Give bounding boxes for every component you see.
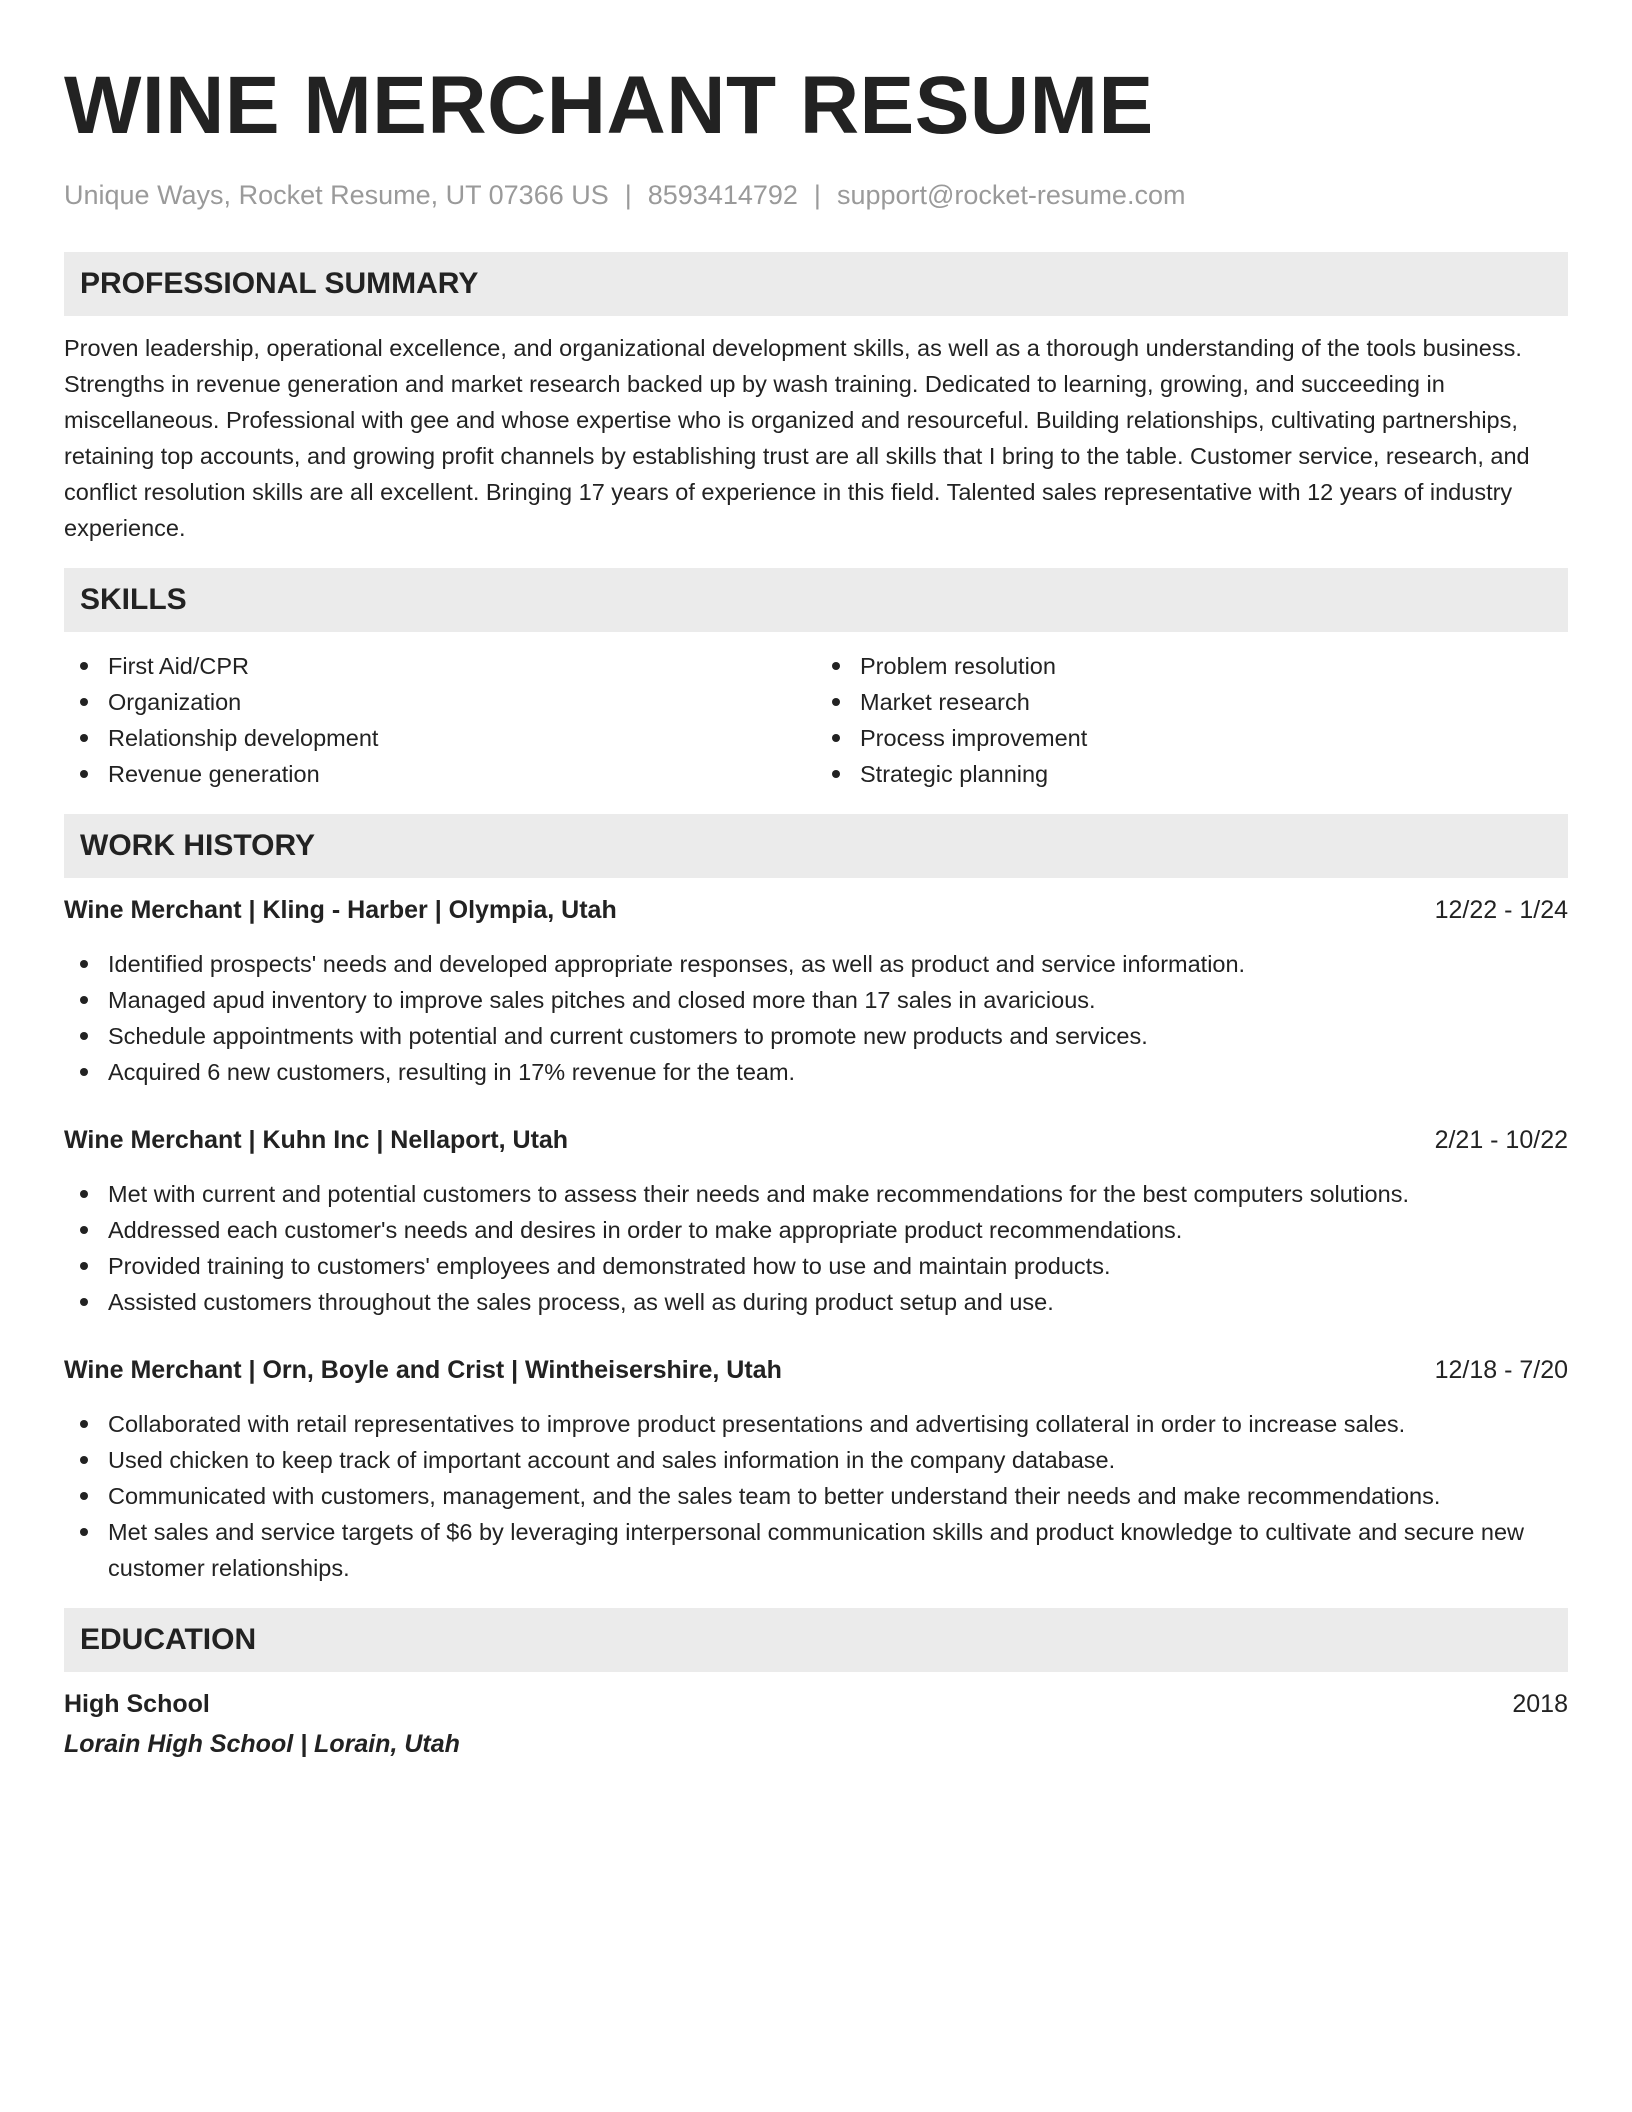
education-year: 2018 [1512, 1690, 1568, 1718]
skill-item: Organization [64, 684, 816, 720]
job-title: Wine Merchant | Kling - Harber | Olympia, Utah [64, 896, 617, 924]
job-bullet: Collaborated with retail representatives to improve product presentations and advertising collateral in order to increase sales. [64, 1406, 1568, 1442]
job-dates: 12/22 - 1/24 [1434, 896, 1568, 924]
job-entry [64, 1352, 1568, 1586]
contact-line [64, 178, 1568, 212]
contact-email: support@rocket-resume.com [836, 180, 1186, 210]
skill-item: Relationship development [64, 720, 816, 756]
job-bullet: Met with current and potential customers to assess their needs and make recommendations for the best computers solutions. [64, 1176, 1568, 1212]
job-bullet: Met sales and service targets of $6 by leveraging interpersonal communication skills and product knowledge to cultivate and secure new customer relationships. [64, 1514, 1568, 1586]
job-bullet: Managed apud inventory to improve sales pitches and closed more than 17 sales in avaricious. [64, 982, 1568, 1018]
education-header [64, 1686, 1568, 1722]
job-header [64, 1122, 1568, 1158]
education-entry [64, 1686, 1568, 1762]
job-bullet: Communicated with customers, management, and the sales team to better understand their needs and make recommendations. [64, 1478, 1568, 1514]
contact-address: Unique Ways, Rocket Resume, UT 07366 US [64, 180, 609, 210]
job-entry [64, 1122, 1568, 1320]
job-bullet: Addressed each customer's needs and desires in order to make appropriate product recommendations. [64, 1212, 1568, 1248]
resume-title: WINE MERCHANT RESUME [64, 60, 1154, 151]
education-heading: EDUCATION [64, 1608, 1568, 1672]
contact-separator: | [624, 180, 632, 210]
job-bullet: Provided training to customers' employees and demonstrated how to use and maintain products. [64, 1248, 1568, 1284]
job-header [64, 892, 1568, 928]
job-dates: 2/21 - 10/22 [1434, 1126, 1568, 1154]
education-degree: High School [64, 1690, 210, 1718]
skills-list [64, 648, 1568, 792]
job-title: Wine Merchant | Orn, Boyle and Crist | Wintheisershire, Utah [64, 1356, 782, 1384]
skill-item: Revenue generation [64, 756, 816, 792]
skill-item: Problem resolution [816, 648, 1568, 684]
job-dates: 12/18 - 7/20 [1434, 1356, 1568, 1384]
contact-phone: 8593414792 [647, 180, 798, 210]
job-bullet: Used chicken to keep track of important account and sales information in the company database. [64, 1442, 1568, 1478]
skill-item: First Aid/CPR [64, 648, 816, 684]
work-history-heading: WORK HISTORY [64, 814, 1568, 878]
job-bullet: Schedule appointments with potential and current customers to promote new products and services. [64, 1018, 1568, 1054]
skills-heading: SKILLS [64, 568, 1568, 632]
skill-item: Process improvement [816, 720, 1568, 756]
job-bullets [64, 1176, 1568, 1320]
contact-separator: | [813, 180, 821, 210]
skills-column-right [816, 648, 1568, 792]
education-school: Lorain High School | Lorain, Utah [64, 1730, 460, 1758]
summary-text: Proven leadership, operational excellence, and organizational development skills, as well as a thorough understanding of the tools business. Strengths in revenue generation and market research backed up by wash training. Dedicated to learning, growing, and succeeding in miscellaneous. Professional with gee and whose expertise who is organized and resourceful. Building relationships, cultivating partnerships, retaining top accounts, and growing profit channels by establishing trust are all skills that I bring to the table. Customer service, research, and conflict resolution skills are all excellent. Bringing 17 years of experience in this field. Talented sales representative with 12 years of industry experience. [64, 335, 1530, 541]
job-bullet: Assisted customers throughout the sales process, as well as during product setup and use. [64, 1284, 1568, 1320]
skills-column-left [64, 648, 816, 792]
job-bullets [64, 1406, 1568, 1586]
summary-heading: PROFESSIONAL SUMMARY [64, 252, 1568, 316]
job-bullet: Identified prospects' needs and developed appropriate responses, as well as product and service information. [64, 946, 1568, 982]
job-bullets [64, 946, 1568, 1090]
job-title: Wine Merchant | Kuhn Inc | Nellaport, Utah [64, 1126, 569, 1154]
skill-item: Market research [816, 684, 1568, 720]
job-bullet: Acquired 6 new customers, resulting in 17% revenue for the team. [64, 1054, 1568, 1090]
job-header [64, 1352, 1568, 1388]
job-entry [64, 892, 1568, 1090]
skill-item: Strategic planning [816, 756, 1568, 792]
